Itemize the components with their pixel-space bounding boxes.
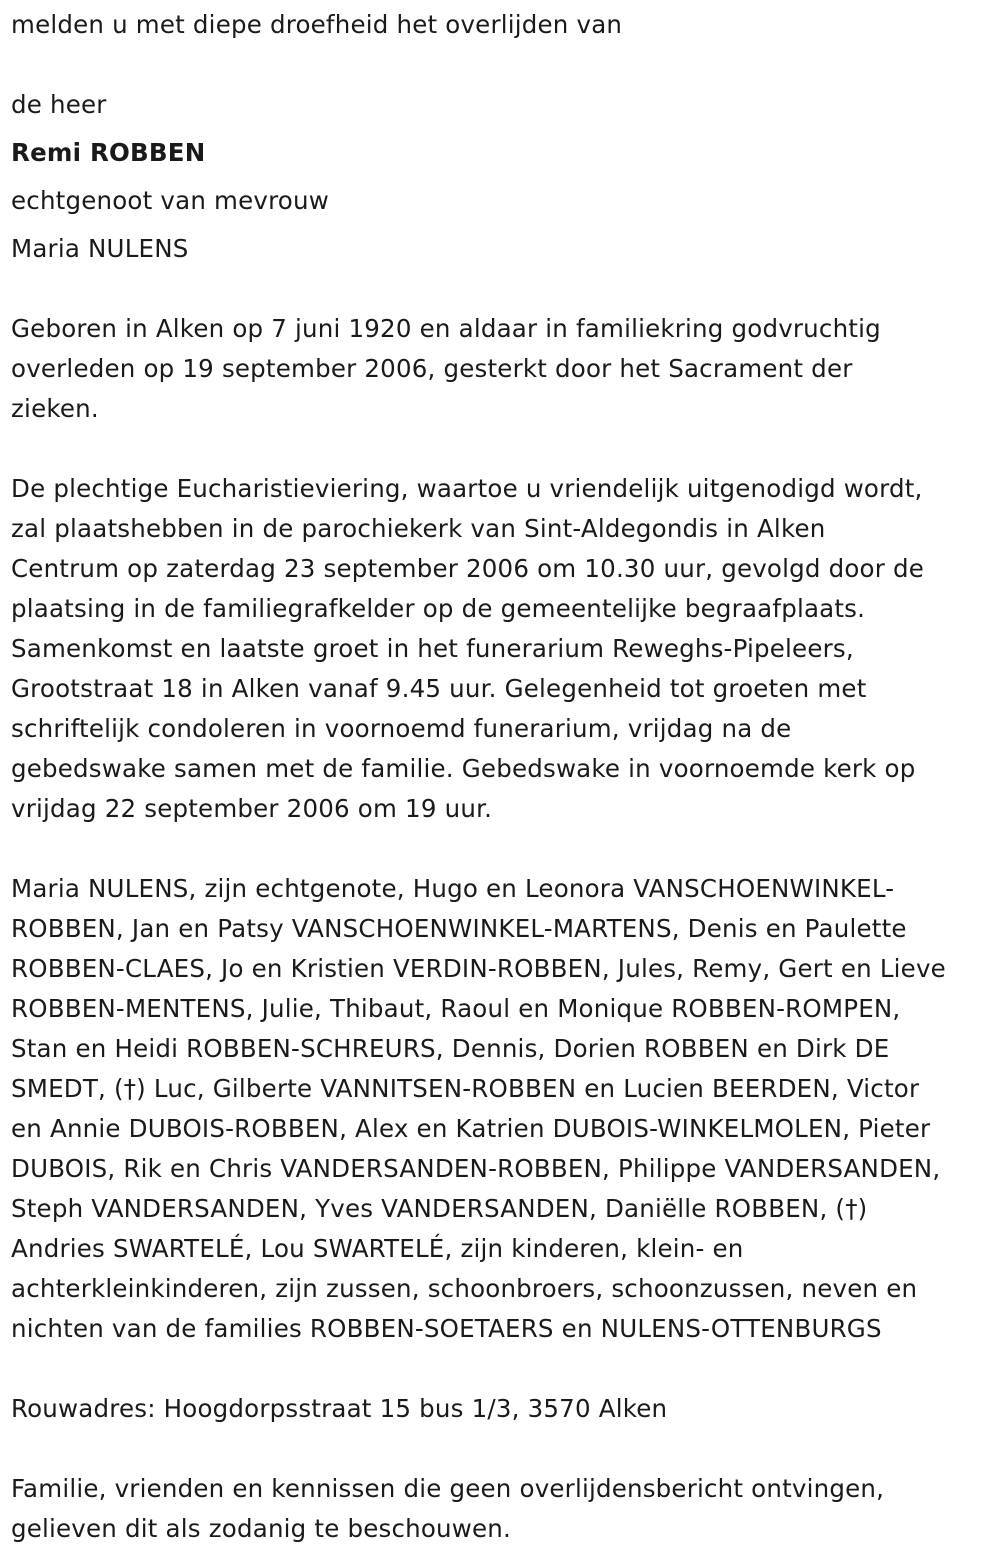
paragraph-line: nichten van de families ROBBEN-SOETAERS en NULENS-OTTENBURGS — [11, 1314, 882, 1343]
paragraph-line: Samenkomst en laatste groet in het funerarium Reweghs-Pipeleers, — [11, 634, 854, 663]
intro-text: melden u met diepe droefheid het overlijden van — [11, 10, 623, 39]
mourning-address: Rouwadres: Hoogdorpsstraat 15 bus 1/3, 3570 Alken — [11, 1394, 668, 1423]
paragraph-line: plaatsing in de familiegrafkelder op de gemeentelijke begraafplaats. — [11, 594, 866, 623]
birth-paragraph — [11, 309, 881, 429]
family-paragraph — [11, 869, 946, 1349]
paragraph-line: Geboren in Alken op 7 juni 1920 en aldaar in familiekring godvruchtig — [11, 314, 881, 343]
paragraph-line: Andries SWARTELÉ, Lou SWARTELÉ, zijn kinderen, klein- en — [11, 1234, 744, 1263]
paragraph-line: zieken. — [11, 394, 99, 423]
paragraph-line: SMEDT, (†) Luc, Gilberte VANNITSEN-ROBBEN en Lucien BEERDEN, Victor — [11, 1074, 920, 1103]
ceremony-paragraph — [11, 469, 924, 829]
paragraph-line: achterkleinkinderen, zijn zussen, schoonbroers, schoonzussen, neven en — [11, 1274, 918, 1303]
paragraph-line: Stan en Heidi ROBBEN-SCHREURS, Dennis, Dorien ROBBEN en Dirk DE — [11, 1034, 890, 1063]
paragraph-line: Steph VANDERSANDEN, Yves VANDERSANDEN, Daniëlle ROBBEN, (†) — [11, 1194, 868, 1223]
paragraph-line: zal plaatshebben in de parochiekerk van Sint-Aldegondis in Alken — [11, 514, 826, 543]
paragraph-line: schriftelijk condoleren in voornoemd funerarium, vrijdag na de — [11, 714, 792, 743]
paragraph-line: gelieven dit als zodanig te beschouwen. — [11, 1514, 512, 1543]
paragraph-line: vrijdag 22 september 2006 om 19 uur. — [11, 794, 493, 823]
paragraph-line: Familie, vrienden en kennissen die geen overlijdensbericht ontvingen, — [11, 1474, 885, 1503]
paragraph-line: ROBBEN-MENTENS, Julie, Thibaut, Raoul en Monique ROBBEN-ROMPEN, — [11, 994, 901, 1023]
paragraph-line: Grootstraat 18 in Alken vanaf 9.45 uur. Gelegenheid tot groeten met — [11, 674, 867, 703]
paragraph-line: Maria NULENS, zijn echtgenote, Hugo en Leonora VANSCHOENWINKEL- — [11, 874, 895, 903]
closing-paragraph — [11, 1469, 884, 1549]
paragraph-line: ROBBEN, Jan en Patsy VANSCHOENWINKEL-MARTENS, Denis en Paulette — [11, 914, 907, 943]
paragraph-line: ROBBEN-CLAES, Jo en Kristien VERDIN-ROBBEN, Jules, Remy, Gert en Lieve — [11, 954, 946, 983]
paragraph-line: De plechtige Eucharistieviering, waartoe u vriendelijk uitgenodigd wordt, — [11, 474, 923, 503]
paragraph-line: Centrum op zaterdag 23 september 2006 om 10.30 uur, gevolgd door de — [11, 554, 925, 583]
paragraph-line: en Annie DUBOIS-ROBBEN, Alex en Katrien DUBOIS-WINKELMOLEN, Pieter — [11, 1114, 931, 1143]
deceased-name: Remi ROBBEN — [11, 138, 206, 167]
title-text: de heer — [11, 90, 107, 119]
spouse-name: Maria NULENS — [11, 234, 189, 263]
paragraph-line: gebedswake samen met de familie. Gebedswake in voornoemde kerk op — [11, 754, 916, 783]
paragraph-line: DUBOIS, Rik en Chris VANDERSANDEN-ROBBEN, Philippe VANDERSANDEN, — [11, 1154, 941, 1183]
spouse-label: echtgenoot van mevrouw — [11, 186, 329, 215]
paragraph-line: overleden op 19 september 2006, gesterkt door het Sacrament der — [11, 354, 853, 383]
